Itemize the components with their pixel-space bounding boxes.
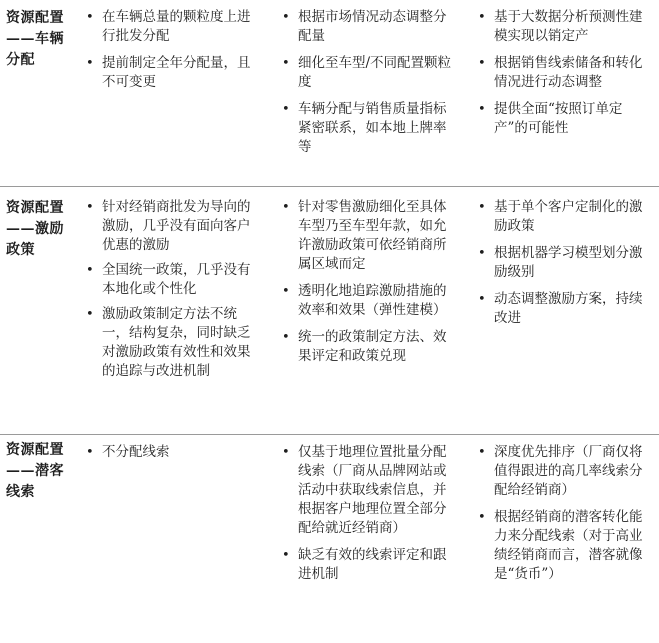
list-item: • 缺乏有效的线索评定和跟进机制 [282,547,447,582]
bullet-icon: • [86,10,94,25]
column-basic [84,8,260,100]
table-row-vehicle-allocation [0,0,659,186]
bullet-icon: • [478,102,486,117]
list-item: • 根据机器学习模型划分激励级别 [478,245,643,280]
list-item: • 仅基于地理位置批量分配线索（厂商从品牌网站或活动中获取线索信息，并根据客户地理位置全部分配给就近经销商） [282,444,447,536]
column-advanced [476,198,652,336]
list-item: • 全国统一政策，几乎没有本地化或个性化 [86,262,251,297]
bullet-icon: • [478,200,486,215]
bullet-icon: • [86,445,94,460]
table-row-incentive-policy [0,186,659,434]
bullet-icon: • [282,10,290,25]
bullet-icon: • [86,307,94,322]
bullet-icon: • [478,510,486,525]
row-header: 资源配置——车辆分配 [6,10,64,68]
bullet-icon: • [86,200,94,215]
list-item: • 根据市场情况动态调整分配量 [282,9,447,44]
row-header: 资源配置——激励政策 [6,200,64,258]
column-advanced [476,8,652,146]
list-item: • 基于单个客户定制化的激励政策 [478,199,643,234]
list-item: • 根据经销商的潜客转化能力来分配线索（对于高业绩经销商而言，潜客就像是“货币”） [478,509,643,582]
row-header: 资源配置——潜客线索 [6,442,64,500]
column-intermediate [280,8,458,165]
bullet-icon: • [282,330,290,345]
bullet-icon: • [86,56,94,71]
bullet-icon: • [86,263,94,278]
bullet-icon: • [282,102,290,117]
column-basic [84,443,260,470]
list-item: • 激励政策制定方法不统一，结构复杂，同时缺乏对激励政策有效性和效果的追踪与改进机制 [86,306,251,379]
list-item: • 针对经销商批发为导向的激励，几乎没有面向客户优惠的激励 [86,199,251,253]
bullet-icon: • [282,445,290,460]
list-item: • 基于大数据分析预测性建模实现以销定产 [478,9,643,44]
list-item: • 深度优先排序（厂商仅将值得跟进的高几率线索分配给经销商） [478,444,643,498]
list-item: • 提供全面“按照订单定产”的可能性 [478,101,623,136]
list-item: • 动态调整激励方案，持续改进 [478,291,643,326]
column-intermediate [280,443,458,592]
list-item: • 车辆分配与销售质量指标紧密联系，如本地上牌率等 [282,101,447,155]
list-item: • 透明化地追踪激励措施的效率和效果（弹性建模） [282,283,447,318]
bullet-icon: • [282,200,290,215]
list-item: • 不分配线索 [86,444,170,460]
list-item: • 提前制定全年分配量，且不可变更 [86,55,251,90]
bullet-icon: • [478,56,486,71]
list-item: • 细化至车型/不同配置颗粒度 [282,55,452,90]
bullet-icon: • [282,548,290,563]
column-advanced [476,443,652,592]
bullet-icon: • [478,445,486,460]
list-item: • 针对零售激励细化至具体车型乃至车型年款，如允许激励政策可依经销商所属区域而定 [282,199,447,272]
table-row-lead-allocation [0,434,659,643]
bullet-icon: • [478,10,486,25]
column-basic [84,198,260,387]
list-item: • 统一的政策制定方法、效果评定和政策兑现 [282,329,447,364]
bullet-icon: • [282,56,290,71]
bullet-icon: • [282,284,290,299]
bullet-icon: • [478,246,486,261]
list-item: • 在车辆总量的颗粒度上进行批发分配 [86,9,251,44]
list-item: • 根据销售线索储备和转化情况进行动态调整 [478,55,643,90]
bullet-icon: • [478,292,486,307]
column-intermediate [280,198,458,374]
